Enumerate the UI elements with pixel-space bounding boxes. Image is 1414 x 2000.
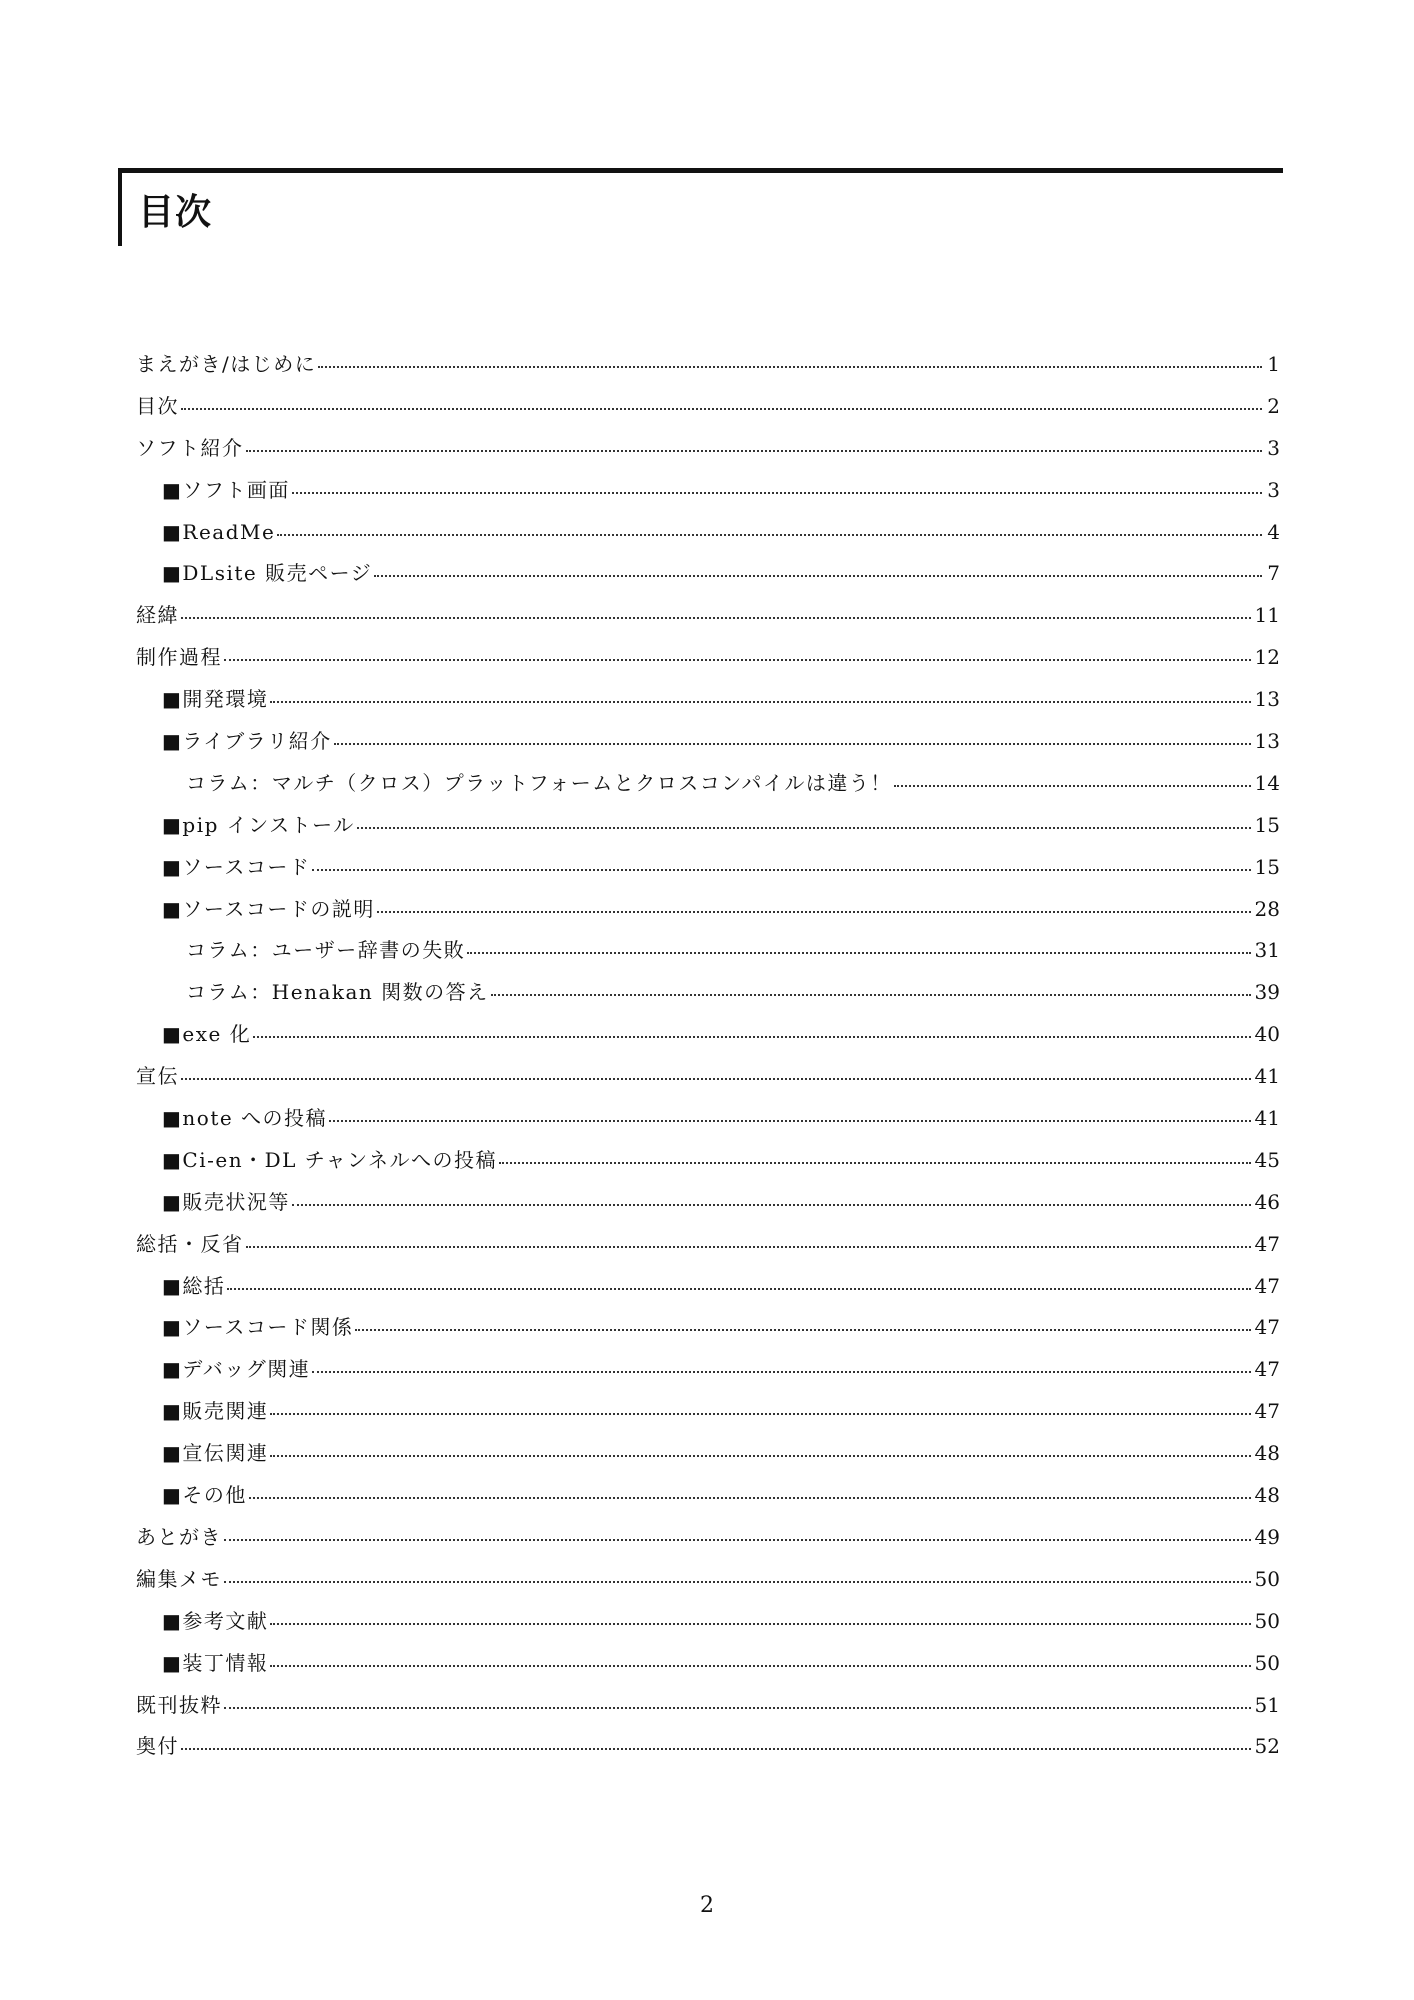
toc-entry-label: 経緯 (136, 603, 179, 628)
toc-entry-label: 制作過程 (136, 645, 222, 670)
toc-entry-label: 宣伝 (136, 1064, 179, 1089)
toc-entry[interactable] (136, 1391, 1280, 1433)
toc-entry-label: ■ソースコード関係 (162, 1315, 354, 1340)
toc-entry-page: 50 (1254, 1608, 1280, 1633)
toc-entry-page: 1 (1267, 352, 1280, 376)
toc-entry-page: 40 (1254, 1022, 1280, 1047)
toc-entry-page: 50 (1254, 1566, 1280, 1591)
toc-entry[interactable] (136, 1056, 1280, 1098)
dot-leader (334, 728, 1251, 748)
dot-leader (249, 1482, 1251, 1502)
toc-entry-page: 48 (1254, 1441, 1280, 1466)
toc-entry[interactable] (136, 679, 1280, 721)
toc-entry-label: ■DLsite 販売ページ (162, 561, 373, 586)
toc-entry[interactable] (136, 1224, 1280, 1266)
toc-entry-label: ■ソースコードの説明 (162, 896, 375, 921)
dot-leader (374, 560, 1262, 580)
toc-entry-label: ■pip インストール (162, 812, 355, 837)
dot-leader (181, 1063, 1251, 1083)
dot-leader (181, 602, 1251, 622)
toc-entry[interactable] (136, 344, 1280, 386)
dot-leader (270, 1440, 1250, 1460)
toc-entry-page: 48 (1254, 1483, 1280, 1508)
dot-leader (224, 1692, 1251, 1712)
toc-entry-page: 13 (1254, 729, 1280, 754)
dot-leader (227, 1273, 1250, 1293)
page-number: 2 (700, 1893, 714, 1918)
toc-entry[interactable] (136, 1433, 1280, 1475)
toc-entry-label: コラム：マルチ（クロス）プラットフォームとクロスコンパイルは違う！ (186, 770, 892, 795)
toc-entry-page: 47 (1254, 1315, 1280, 1340)
toc-entry-page: 13 (1254, 687, 1280, 712)
dot-leader (312, 854, 1250, 874)
toc-entry[interactable] (136, 1685, 1280, 1727)
dot-leader (246, 435, 1263, 455)
dot-leader (499, 1147, 1251, 1167)
toc-entry[interactable] (136, 1266, 1280, 1308)
toc-entry-page: 39 (1254, 980, 1280, 1005)
toc-entry-label: 総括・反省 (136, 1231, 244, 1256)
toc-entry[interactable] (136, 1601, 1280, 1643)
toc-entry[interactable] (136, 721, 1280, 763)
toc-entry-page: 14 (1254, 770, 1280, 795)
toc-entry[interactable] (136, 637, 1280, 679)
dot-leader (246, 1231, 1251, 1251)
toc-entry-label: ■ライブラリ紹介 (162, 729, 332, 754)
toc-entry-label: まえがき/はじめに (136, 352, 317, 376)
dot-leader (181, 1733, 1251, 1753)
toc-entry[interactable] (136, 1517, 1280, 1559)
toc-entry-label: ■その他 (162, 1483, 247, 1508)
dot-leader (491, 979, 1251, 999)
toc-entry-label: ■販売状況等 (162, 1189, 290, 1214)
toc-entry-page: 47 (1254, 1357, 1280, 1382)
dot-leader (467, 937, 1250, 957)
toc-entry-label: コラム：ユーザー辞書の失敗 (186, 938, 466, 963)
toc-entry-label: コラム：Henakan 関数の答え (186, 980, 489, 1005)
toc-entry-label: ■ReadMe (162, 519, 276, 544)
toc-entry-page: 49 (1254, 1524, 1280, 1549)
dot-leader (270, 1398, 1250, 1418)
dot-leader (357, 812, 1251, 832)
section-heading-box (118, 168, 1283, 246)
toc-entry-page: 7 (1267, 561, 1280, 586)
toc-entry-label: ■Ci-en・DL チャンネルへの投稿 (162, 1147, 498, 1172)
toc-entry-page: 46 (1254, 1189, 1280, 1214)
toc-entry-label: ■宣伝関連 (162, 1441, 269, 1466)
toc-entry-label: ■装丁情報 (162, 1650, 269, 1675)
toc-entry-label: ■参考文献 (162, 1608, 269, 1633)
toc-entry[interactable] (136, 1014, 1280, 1056)
toc-entry[interactable] (136, 553, 1280, 595)
toc-entry-label: ■販売関連 (162, 1399, 269, 1424)
toc-entry[interactable] (136, 1140, 1280, 1182)
toc-entry[interactable] (136, 386, 1280, 428)
toc-entry[interactable] (136, 972, 1280, 1014)
dot-leader (292, 1189, 1251, 1209)
dot-leader (270, 1650, 1250, 1670)
toc-entry[interactable] (136, 1475, 1280, 1517)
toc-entry-page: 15 (1254, 854, 1280, 879)
toc-entry-page: 41 (1254, 1106, 1280, 1131)
toc-entry[interactable] (136, 1559, 1280, 1601)
toc-entry-label: ■総括 (162, 1273, 226, 1298)
toc-entry[interactable] (136, 1643, 1280, 1685)
toc-entry-page: 52 (1254, 1734, 1280, 1759)
toc-entry-page: 11 (1254, 603, 1280, 628)
dot-leader (377, 896, 1251, 916)
toc-entry[interactable] (136, 1182, 1280, 1224)
toc-entry[interactable] (136, 595, 1280, 637)
dot-leader (224, 1524, 1251, 1544)
toc-entry[interactable] (136, 1349, 1280, 1391)
toc-entry-page: 41 (1254, 1064, 1280, 1089)
toc-entry-page: 50 (1254, 1650, 1280, 1675)
toc-entry[interactable] (136, 847, 1280, 889)
toc-entry[interactable] (136, 428, 1280, 470)
dot-leader (355, 1314, 1250, 1334)
dot-leader (270, 1608, 1250, 1628)
toc-entry-page: 45 (1254, 1147, 1280, 1172)
toc-entry-label: 既刊抜粋 (136, 1692, 222, 1717)
toc-entry-label: 目次 (136, 393, 179, 418)
dot-leader (292, 477, 1262, 497)
toc-entry-page: 15 (1254, 812, 1280, 837)
toc-entry-page: 3 (1267, 435, 1280, 460)
toc-entry-page: 51 (1254, 1692, 1280, 1717)
toc-entry[interactable] (136, 889, 1280, 931)
toc-entry-page: 47 (1254, 1273, 1280, 1298)
toc-entry[interactable] (136, 763, 1280, 805)
toc-entry-label: ■exe 化 (162, 1022, 252, 1047)
toc-entry[interactable] (136, 470, 1280, 512)
toc-entry-page: 31 (1254, 938, 1280, 963)
toc-entry[interactable] (136, 512, 1280, 554)
toc-entry-page: 2 (1267, 393, 1280, 418)
toc-entry-page: 3 (1267, 477, 1280, 502)
toc-entry-label: ■デバッグ関連 (162, 1357, 311, 1382)
dot-leader (224, 1566, 1251, 1586)
toc-entry[interactable] (136, 1726, 1280, 1768)
toc-entry-label: ■ソフト画面 (162, 477, 290, 502)
toc-entry-label: あとがき (136, 1524, 222, 1549)
toc-entry-page: 28 (1254, 896, 1280, 921)
dot-leader (224, 644, 1251, 664)
dot-leader (253, 1021, 1250, 1041)
toc-entry[interactable] (136, 805, 1280, 847)
toc-entry[interactable] (136, 1307, 1280, 1349)
dot-leader (270, 686, 1250, 706)
table-of-contents (136, 344, 1280, 1768)
dot-leader (181, 393, 1262, 413)
toc-entry-label: 編集メモ (136, 1566, 222, 1591)
toc-entry-label: 奥付 (136, 1734, 179, 1759)
toc-entry-label: ■note への投稿 (162, 1106, 328, 1131)
toc-entry-page: 47 (1254, 1231, 1280, 1256)
toc-entry-page: 12 (1254, 645, 1280, 670)
toc-entry-label: ■開発環境 (162, 687, 269, 712)
toc-entry[interactable] (136, 1098, 1280, 1140)
toc-entry-page: 4 (1267, 519, 1280, 544)
dot-leader (894, 770, 1251, 790)
dot-leader (312, 1356, 1250, 1376)
dot-leader (277, 519, 1262, 539)
toc-entry-label: ■ソースコード (162, 854, 311, 879)
dot-leader (318, 351, 1262, 371)
toc-entry[interactable] (136, 930, 1280, 972)
page-title: 目次 (138, 192, 213, 233)
toc-entry-label: ソフト紹介 (136, 435, 244, 460)
toc-entry-page: 47 (1254, 1399, 1280, 1424)
dot-leader (329, 1105, 1250, 1125)
